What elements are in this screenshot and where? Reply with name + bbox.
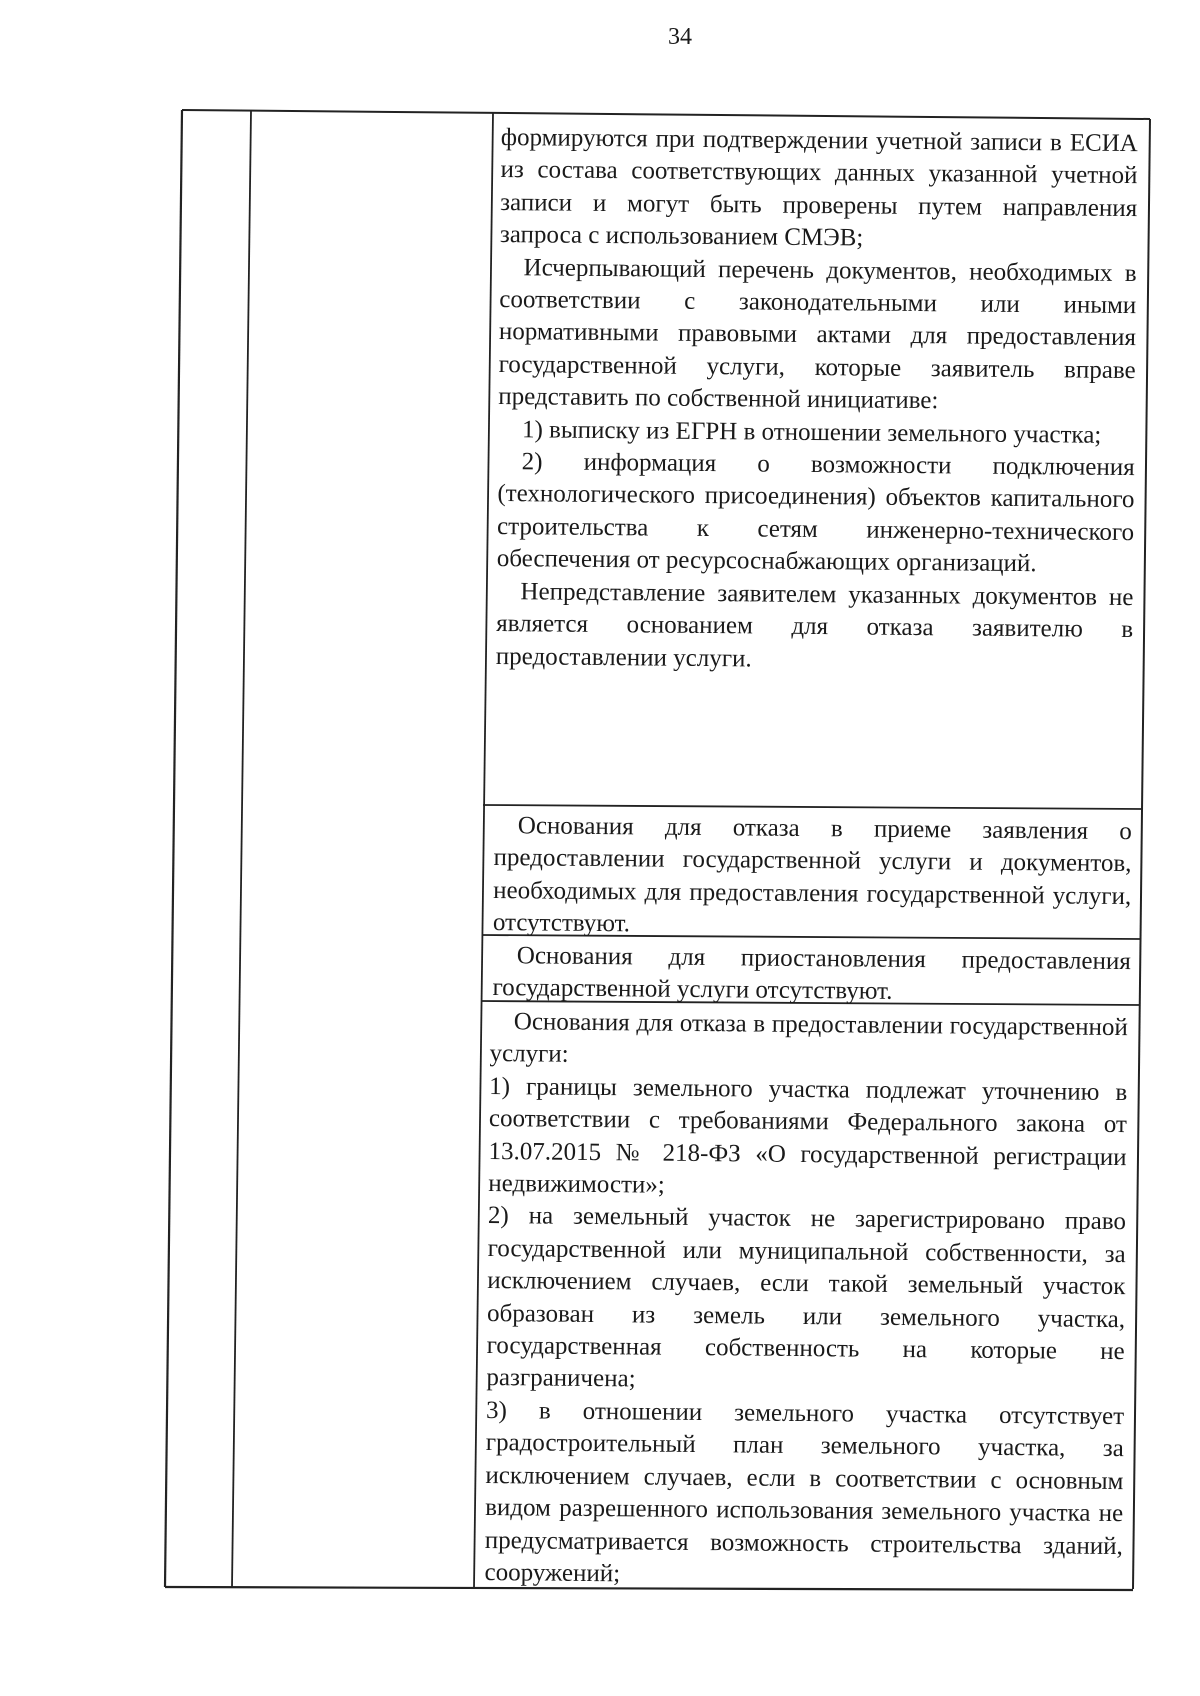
table-cell-refusal-grounds xyxy=(484,1006,1128,1595)
paragraph: Непредставление заявителем указанных документов не является основанием для отказа заявителю в предоставлении услуги. xyxy=(495,577,1134,672)
table-cell-documents xyxy=(496,122,1138,679)
paragraph: 2) информация о возможности подключения (технологического присоединения) объектов капитального строительства к сетям инженерно-технического обеспечения от ресурсоснабжающих организаций. xyxy=(496,448,1135,578)
table-cell-suspension xyxy=(492,940,1131,1011)
paragraph: Основания для приостановления предоставления государственной услуги отсутствуют. xyxy=(492,942,1131,1006)
paragraph: 3) в отношении земельного участка отсутствует градостроительный план земельного участка, за исключением случаев, если в соответствии с основным видом разрешенного использования земельного участка не предусматривается возможность строительства зданий, сооружений; xyxy=(484,1396,1125,1588)
page-number-text: 34 xyxy=(668,24,692,50)
paragraph: Основания для отказа в приеме заявления о предоставлении государственной услуги и документов, необходимых для предоставления государственной услуги, отсутствуют. xyxy=(492,812,1132,938)
paragraph: 2) на земельный участок не зарегистрировано право государственной или муниципальной собственности, за исключением случаев, если такой земельный участок образован из земель или земельного участка, государственная собственность на которые не разграничена; xyxy=(486,1202,1127,1393)
paragraph: Исчерпывающий перечень документов, необходимых в соответствии с законодательными или иными нормативными правовыми актами для предоставления государственной услуги, которые заявитель вправе представить по собственной инициативе: xyxy=(498,253,1137,415)
paragraph: 1) границы земельного участка подлежат уточнению в соответствии с требованиями Федерального закона от 13.07.2015 № 218-ФЗ «О государственной регистрации недвижимости»; xyxy=(488,1072,1128,1199)
table-cell-refusal-acceptance xyxy=(493,810,1132,946)
paragraph: формируются при подтверждении учетной записи в ЕСИА из состава соответствующих данных указанной учетной записи и могут быть проверены путем направления запроса с использованием СМЭВ; xyxy=(499,123,1138,252)
paragraph: 1) выписку из ЕГРН в отношении земельного участка; xyxy=(521,415,1102,449)
paragraph: Основания для отказа в предоставлении государственной услуги: xyxy=(489,1008,1128,1069)
